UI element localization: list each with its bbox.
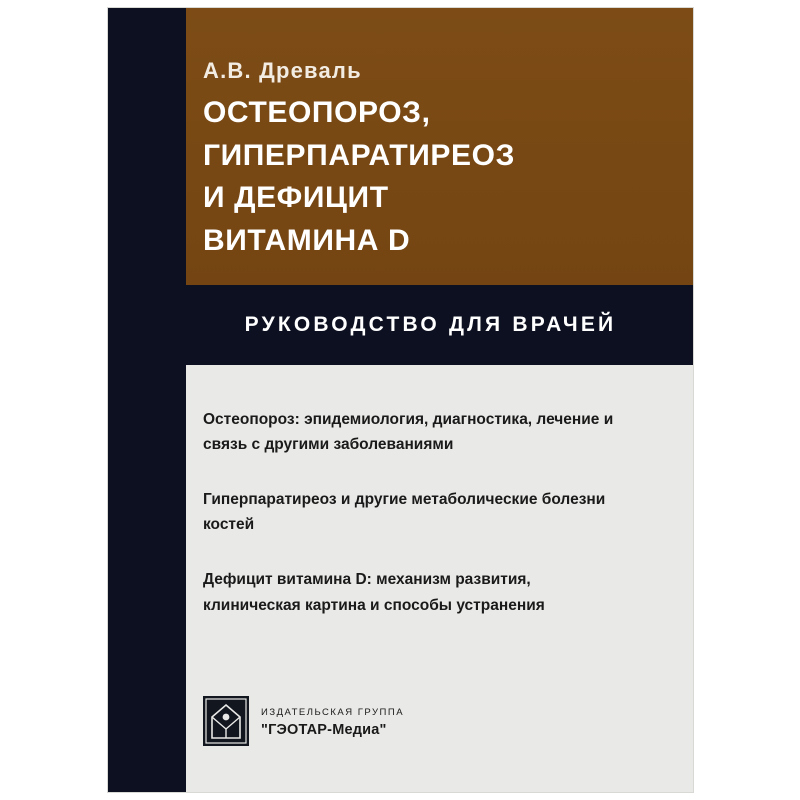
book-spine xyxy=(108,8,186,792)
cover-blurb-item: Гиперпаратиреоз и другие метаболические болезни костей xyxy=(203,491,606,534)
cover-blurb-item: Остеопороз: эпидемиология, диагностика, лечение и связь с другими заболеваниями xyxy=(203,411,614,454)
cover-lower-area xyxy=(108,365,693,792)
cover-title-line: ОСТЕОПОРОЗ, xyxy=(203,96,431,129)
cover-author: А.В. Древаль xyxy=(203,58,362,83)
book-cover xyxy=(108,8,693,792)
publisher-name: "ГЭОТАР-Медиа" xyxy=(261,722,387,738)
cover-title-line: ГИПЕРПАРАТИРЕОЗ xyxy=(203,138,515,172)
publisher-text xyxy=(261,704,404,738)
publisher-group-label: ИЗДАТЕЛЬСКАЯ ГРУППА xyxy=(261,707,405,718)
publisher-block xyxy=(203,696,404,746)
geotar-media-logo-icon xyxy=(203,696,249,746)
cover-subtitle: РУКОВОДСТВО ДЛЯ ВРАЧЕЙ xyxy=(244,313,617,336)
cover-title xyxy=(203,92,673,262)
cover-title-line: ВИТАМИНА D xyxy=(203,223,411,257)
cover-blurb-item: Дефицит витамина D: механизм развития, клиническая картина и способы устранения xyxy=(203,571,545,614)
cover-title-line: И ДЕФИЦИТ xyxy=(203,181,389,215)
cover-blurb-list xyxy=(203,407,623,618)
